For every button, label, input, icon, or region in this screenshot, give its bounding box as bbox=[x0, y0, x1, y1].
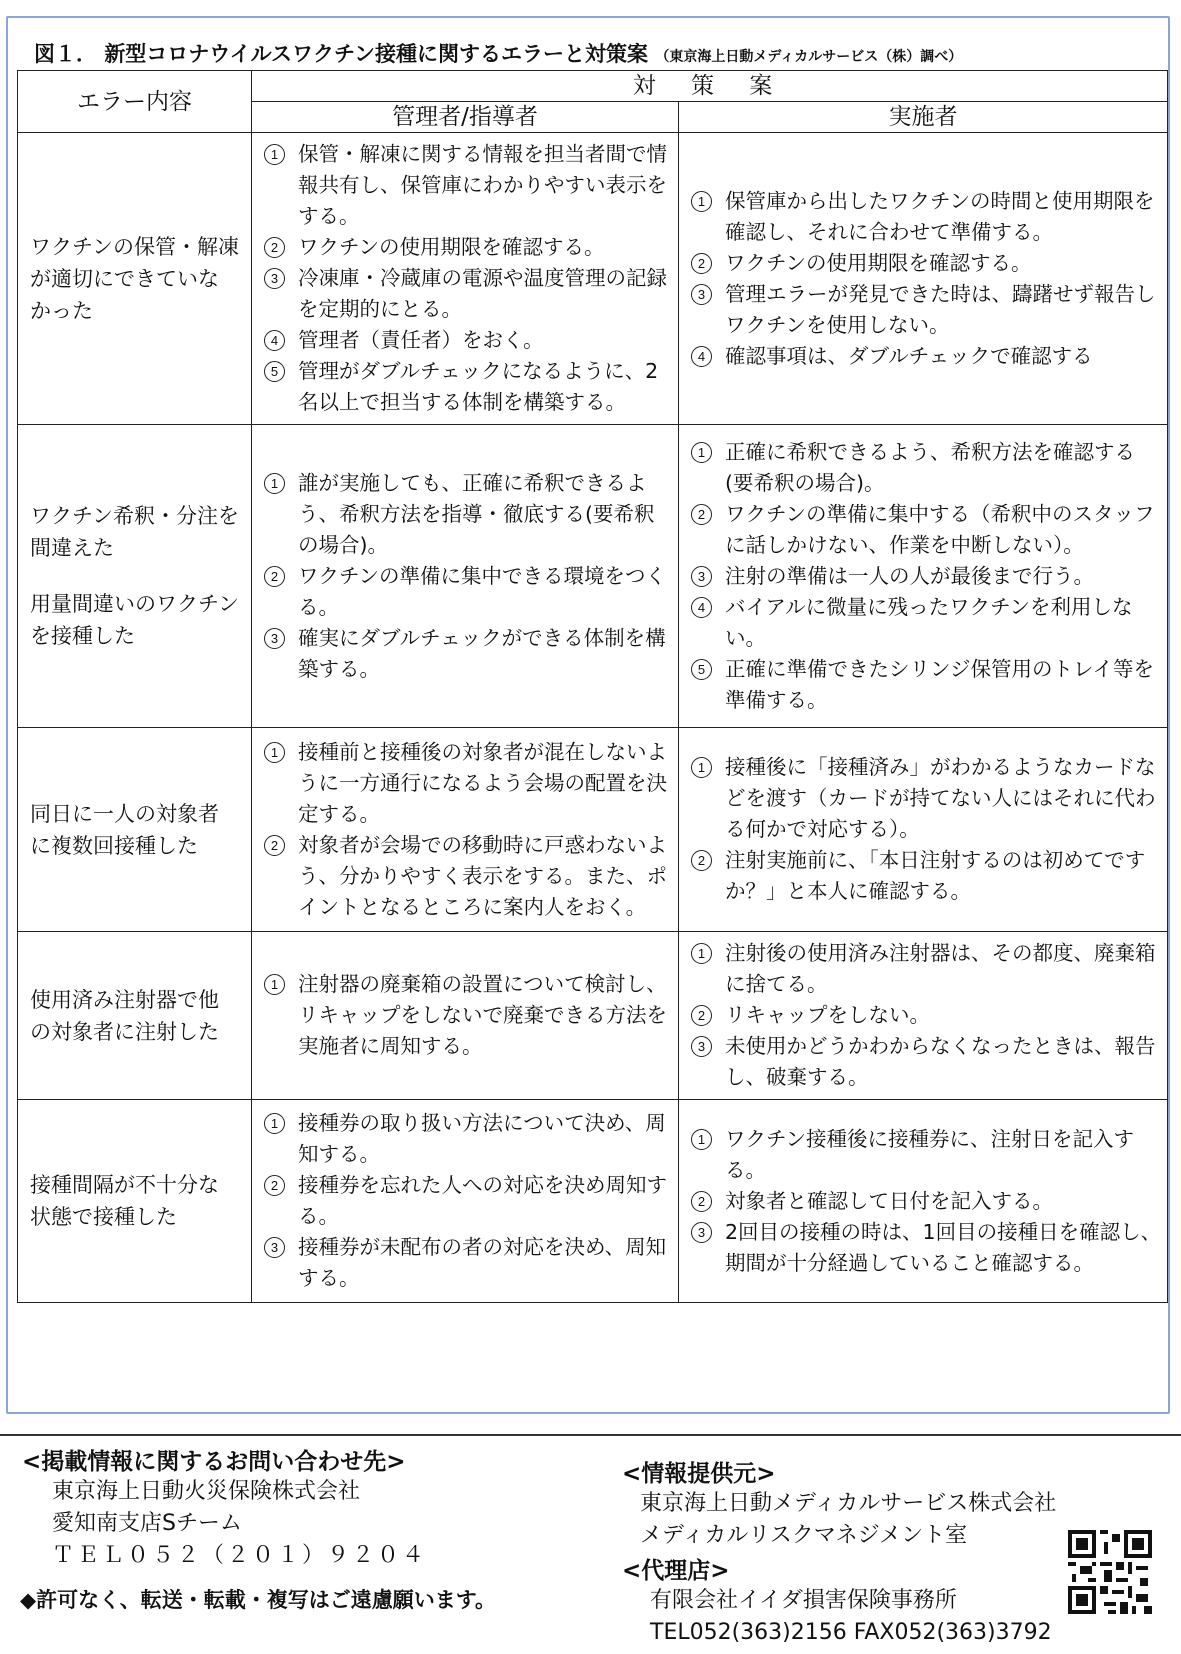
admin-measures-cell bbox=[252, 1100, 679, 1303]
measure-item bbox=[264, 139, 674, 232]
measure-text: 保管・解凍に関する情報を担当者間で情報共有し、保管庫にわかりやすい表示をする。 bbox=[298, 142, 667, 228]
admin-measures-cell bbox=[252, 133, 679, 425]
circled-number-icon: 1 bbox=[264, 974, 285, 995]
measure-item bbox=[264, 232, 674, 263]
measure-item bbox=[691, 279, 1163, 341]
practitioner-measures-list bbox=[691, 437, 1163, 716]
circled-number-icon: 4 bbox=[691, 346, 712, 367]
error-content-text: 同日に一人の対象者に複数回接種した bbox=[30, 801, 219, 858]
measure-text: ワクチンの準備に集中する（希釈中のスタッフに話しかけない、作業を中断しない）。 bbox=[725, 501, 1155, 557]
measure-text: 正確に準備できたシリンジ保管用のトレイ等を準備する。 bbox=[725, 656, 1154, 712]
measure-text: 保管庫から出したワクチンの時間と使用期限を確認し、それに合わせて準備する。 bbox=[725, 188, 1155, 244]
circled-number-icon: 3 bbox=[264, 628, 285, 649]
contact-heading: <掲載情報に関するお問い合わせ先> bbox=[22, 1449, 406, 1475]
measure-text: ワクチンの使用期限を確認する。 bbox=[725, 250, 1032, 275]
measure-text: 対象者と確認して日付を記入する。 bbox=[725, 1188, 1053, 1213]
admin-measures-list bbox=[264, 1108, 674, 1294]
circled-number-icon: 2 bbox=[691, 504, 712, 525]
measure-text: ワクチン接種後に接種券に、注射日を記入する。 bbox=[725, 1126, 1134, 1182]
header-admin: 管理者/指導者 bbox=[252, 102, 679, 133]
circled-number-icon: 1 bbox=[264, 473, 285, 494]
measure-text: 接種券が未配布の者の対応を決め、周知する。 bbox=[298, 1235, 667, 1290]
table-body bbox=[18, 133, 1168, 1303]
circled-number-icon: 4 bbox=[691, 597, 712, 618]
measure-item bbox=[264, 969, 674, 1062]
provider-company: 東京海上日動メディカルサービス株式会社 bbox=[640, 1491, 1057, 1516]
provider-dept: メディカルリスクマネジメント室 bbox=[640, 1523, 968, 1548]
figure-title bbox=[34, 38, 962, 68]
circled-number-icon: 2 bbox=[691, 1191, 712, 1212]
circled-number-icon: 2 bbox=[264, 1175, 285, 1196]
measure-text: 管理者（責任者）をおく。 bbox=[298, 328, 544, 352]
circled-number-icon: 2 bbox=[691, 1005, 712, 1026]
measure-text: 接種前と接種後の対象者が混在しないように一方通行になるよう会場の配置を決定する。 bbox=[298, 739, 667, 826]
measure-text: 注射後の使用済み注射器は、その都度、廃棄箱に捨てる。 bbox=[725, 941, 1156, 996]
measure-item bbox=[264, 737, 674, 830]
agency-heading: <代理店> bbox=[622, 1558, 730, 1584]
measure-item bbox=[691, 561, 1163, 592]
error-content-cell bbox=[18, 133, 252, 425]
circled-number-icon: 2 bbox=[691, 850, 712, 871]
error-content-cell bbox=[18, 728, 252, 932]
measure-item bbox=[691, 592, 1163, 654]
figure-title-text: 新型コロナウイルスワクチン接種に関するエラーと対策案 bbox=[104, 42, 649, 66]
measure-item bbox=[264, 830, 674, 923]
measure-item bbox=[691, 499, 1163, 561]
practitioner-measures-cell bbox=[679, 1100, 1168, 1303]
admin-measures-cell bbox=[252, 425, 679, 728]
measure-text: リキャップをしない。 bbox=[725, 1003, 930, 1027]
circled-number-icon: 1 bbox=[691, 757, 712, 778]
admin-measures-list bbox=[264, 468, 674, 685]
circled-number-icon: 5 bbox=[264, 361, 285, 382]
table-row bbox=[18, 133, 1168, 425]
circled-number-icon: 5 bbox=[691, 659, 712, 680]
circled-number-icon: 2 bbox=[264, 835, 285, 856]
error-content-cell bbox=[18, 1100, 252, 1303]
footer-divider bbox=[0, 1434, 1181, 1436]
admin-measures-list bbox=[264, 737, 674, 923]
measure-item bbox=[691, 654, 1163, 716]
measure-text: 接種後に「接種済み」がわかるようなカードなどを渡す（カードが持てない人にはそれに代わる何かで対応する）。 bbox=[725, 755, 1156, 841]
circled-number-icon: 3 bbox=[264, 268, 285, 289]
measure-text: 確実にダブルチェックができる体制を構築する。 bbox=[298, 625, 666, 681]
measure-text: ワクチンの使用期限を確認する。 bbox=[298, 235, 605, 259]
measure-item bbox=[691, 186, 1163, 248]
circled-number-icon: 3 bbox=[691, 1222, 712, 1243]
measure-text: バイアルに微量に残ったワクチンを利用しない。 bbox=[725, 594, 1133, 650]
measure-item bbox=[691, 1186, 1163, 1217]
measure-item bbox=[264, 623, 674, 685]
measure-item bbox=[264, 468, 674, 561]
admin-measures-cell bbox=[252, 932, 679, 1100]
practitioner-measures-cell bbox=[679, 728, 1168, 932]
measure-text: 管理エラーが発見できた時は、躊躇せず報告しワクチンを使用しない。 bbox=[725, 281, 1156, 337]
circled-number-icon: 4 bbox=[264, 330, 285, 351]
measure-item bbox=[691, 1217, 1163, 1279]
measure-text: 2回目の接種の時は、1回目の接種日を確認し、期間が十分経過していること確認する。 bbox=[725, 1219, 1162, 1275]
error-content-text: ワクチンの保管・解凍が適切にできていなかった bbox=[30, 234, 239, 323]
error-content-text: ワクチン希釈・分注を間違えた bbox=[30, 504, 239, 560]
measure-item bbox=[691, 248, 1163, 279]
circled-number-icon: 1 bbox=[691, 943, 712, 964]
circled-number-icon: 2 bbox=[264, 566, 285, 587]
error-content-text: 使用済み注射器で他の対象者に注射した bbox=[30, 987, 219, 1044]
measure-text: 注射器の廃棄箱の設置について検討し、リキャップをしないで廃棄できる方法を実施者に周知する。 bbox=[298, 972, 667, 1058]
measure-item bbox=[691, 752, 1163, 845]
measure-item bbox=[264, 561, 674, 623]
practitioner-measures-list bbox=[691, 938, 1163, 1093]
circled-number-icon: 3 bbox=[691, 1036, 712, 1057]
table-row bbox=[18, 932, 1168, 1100]
contact-company: 東京海上日動火災保険株式会社 bbox=[52, 1479, 361, 1504]
circled-number-icon: 1 bbox=[264, 1113, 285, 1134]
header-measures: 対 策 案 bbox=[252, 71, 1168, 102]
error-content-text: 接種間隔が不十分な状態で接種した bbox=[30, 1173, 219, 1229]
circled-number-icon: 1 bbox=[691, 1129, 712, 1150]
error-content-text: 用量間違いのワクチンを接種した bbox=[30, 592, 239, 648]
circled-number-icon: 3 bbox=[691, 566, 712, 587]
measure-text: 注射実施前に、「本日注射するのは初めてですか？」と本人に確認する。 bbox=[725, 848, 1146, 903]
error-measures-table bbox=[17, 70, 1168, 1303]
measure-text: 未使用かどうかわからなくなったときは、報告し、破棄する。 bbox=[725, 1034, 1156, 1089]
header-practitioner: 実施者 bbox=[679, 102, 1168, 133]
qr-code-icon bbox=[1068, 1530, 1152, 1614]
practitioner-measures-list bbox=[691, 1124, 1163, 1279]
circled-number-icon: 2 bbox=[264, 237, 285, 258]
header-error-content: エラー内容 bbox=[18, 71, 252, 133]
measure-text: ワクチンの準備に集中できる環境をつくる。 bbox=[298, 563, 666, 619]
measure-item bbox=[691, 341, 1163, 372]
admin-measures-list bbox=[264, 969, 674, 1062]
measure-text: 冷凍庫・冷蔵庫の電源や温度管理の記録を定期的にとる。 bbox=[298, 266, 667, 321]
measure-item bbox=[264, 1108, 674, 1170]
figure-label: 図１． bbox=[34, 42, 97, 66]
measure-item bbox=[691, 938, 1163, 1000]
measure-item bbox=[691, 1031, 1163, 1093]
measure-item bbox=[264, 325, 674, 356]
measure-text: 注射の準備は一人の人が最後まで行う。 bbox=[725, 563, 1094, 588]
table-row bbox=[18, 1100, 1168, 1303]
measure-text: 接種券を忘れた人への対応を決め周知する。 bbox=[298, 1173, 667, 1228]
circled-number-icon: 1 bbox=[691, 442, 712, 463]
table-row bbox=[18, 728, 1168, 932]
circled-number-icon: 3 bbox=[264, 1237, 285, 1258]
circled-number-icon: 1 bbox=[264, 144, 285, 165]
provider-heading: <情報提供元> bbox=[622, 1461, 776, 1487]
measure-item bbox=[264, 263, 674, 325]
circled-number-icon: 1 bbox=[264, 742, 285, 763]
agency-name: 有限会社イイダ損害保険事務所 bbox=[650, 1588, 957, 1613]
measure-item bbox=[691, 437, 1163, 499]
error-content-cell bbox=[18, 425, 252, 728]
contact-block bbox=[22, 1443, 427, 1572]
practitioner-measures-cell bbox=[679, 932, 1168, 1100]
measure-item bbox=[691, 845, 1163, 907]
measure-text: 対象者が会場での移動時に戸惑わないよう、分かりやすく表示をする。また、ポイントとなるところに案内人をおく。 bbox=[298, 832, 667, 919]
circled-number-icon: 2 bbox=[691, 253, 712, 274]
contact-branch: 愛知南支店Sチーム bbox=[52, 1511, 242, 1536]
admin-measures-list bbox=[264, 139, 674, 418]
measure-item bbox=[264, 1170, 674, 1232]
measure-text: 接種券の取り扱い方法について決め、周知する。 bbox=[298, 1111, 666, 1166]
measure-item bbox=[691, 1000, 1163, 1031]
circled-number-icon: 3 bbox=[691, 284, 712, 305]
measure-text: 確認事項は、ダブルチェックで確認する bbox=[725, 343, 1093, 368]
agency-contact: TEL052(363)2156 FAX052(363)3792 bbox=[650, 1620, 1052, 1645]
measure-item bbox=[264, 1232, 674, 1294]
practitioner-measures-cell bbox=[679, 133, 1168, 425]
copy-notice: ◆許可なく、転送・転載・複写はご遠慮願います。 bbox=[20, 1588, 497, 1612]
table-row bbox=[18, 425, 1168, 728]
contact-tel: ＴＥＬ０５２（２０１）９２０４ bbox=[52, 1543, 428, 1568]
provider-block bbox=[622, 1455, 1056, 1649]
measure-item bbox=[264, 356, 674, 418]
error-content-cell bbox=[18, 932, 252, 1100]
practitioner-measures-cell bbox=[679, 425, 1168, 728]
practitioner-measures-list bbox=[691, 186, 1163, 372]
circled-number-icon: 1 bbox=[691, 191, 712, 212]
measure-text: 正確に希釈できるよう、希釈方法を確認する(要希釈の場合)。 bbox=[725, 439, 1135, 495]
admin-measures-cell bbox=[252, 728, 679, 932]
practitioner-measures-list bbox=[691, 752, 1163, 907]
measure-text: 管理がダブルチェックになるように、2名以上で担当する体制を構築する。 bbox=[298, 359, 659, 414]
measure-item bbox=[691, 1124, 1163, 1186]
measure-text: 誰が実施しても、正確に希釈できるよう、希釈方法を指導・徹底する(要希釈の場合)。 bbox=[298, 470, 655, 557]
figure-title-note: （東京海上日動メディカルサービス（株）調べ） bbox=[655, 49, 963, 65]
